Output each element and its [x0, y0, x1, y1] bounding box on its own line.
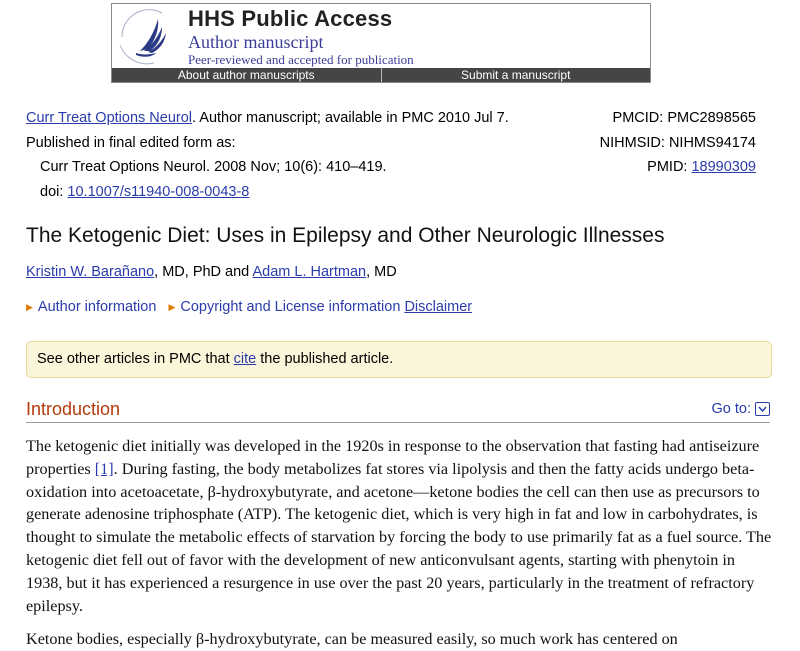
- published-label: Published in final edited form as:: [26, 134, 236, 151]
- chevron-down-icon[interactable]: [755, 402, 770, 416]
- section-title: Introduction: [26, 399, 121, 419]
- banner-subtitle: Author manuscript: [188, 32, 324, 52]
- banner-header: [112, 4, 650, 68]
- paragraph-text: . During fasting, the body metabolizes fat stores via lipolysis and then the fatty acids undergo beta-oxidation into acetoacetate, β-hydroxybutyrate, and acetone—ketone bodies the cell can then use as precursors to generate adenosine triphosphate (ATP). The ketogenic diet, which is very high in fat and low in carbohydrates, is thought to simulate the metabolic effects of starvation by forcing the body to use primarily fat as a fuel source. The ketogenic diet fell out of favor with the development of new anticonvulsant agents, starting with phenytoin in 1938, but it has experienced a resurgence in use over the past 20 years, particularly in the treatment of refractory epilepsy.: [26, 459, 772, 615]
- citation-block: [26, 106, 760, 204]
- pmid-link[interactable]: 18990309: [691, 159, 756, 175]
- copyright-license-toggle[interactable]: Copyright and License information: [180, 299, 401, 315]
- availability-text: . Author manuscript; available in PMC 2010 Jul 7.: [192, 110, 509, 126]
- banner-title: HHS Public Access: [188, 6, 393, 31]
- banner-link-bar: [112, 68, 650, 82]
- citation-ids: [600, 106, 756, 180]
- banner-tagline: Peer-reviewed and accepted for publication: [188, 52, 414, 67]
- submit-manuscript-link[interactable]: Submit a manuscript: [381, 68, 651, 82]
- intro-paragraph-2: Ketone bodies, especially β-hydroxybutyrate, can be measured easily, so much work has centered on: [26, 630, 678, 648]
- disclaimer-link[interactable]: Disclaimer: [404, 299, 473, 315]
- author2-credentials: , MD: [366, 264, 397, 280]
- pmcid: PMCID: PMC2898565: [612, 110, 756, 126]
- author-list: [26, 264, 397, 280]
- doi-label: doi:: [40, 183, 68, 200]
- notice-suffix: the published article.: [256, 351, 394, 367]
- article-title: The Ketogenic Diet: Uses in Epilepsy and Other Neurologic Illnesses: [26, 224, 665, 247]
- author-link-hartman[interactable]: Adam L. Hartman: [252, 264, 367, 280]
- goto-label[interactable]: Go to:: [711, 401, 751, 417]
- cite-link[interactable]: cite: [233, 351, 257, 367]
- paragraph-text: The ketogenic diet initially was developed in the 1920s in response to the observation that fasting had antiseizure properties: [26, 437, 760, 478]
- author-information-toggle[interactable]: Author information: [37, 299, 157, 315]
- goto-menu[interactable]: [712, 401, 771, 417]
- source-citation: Curr Treat Options Neurol. 2008 Nov; 10(6): 410–419.: [40, 159, 387, 175]
- cited-by-notice: [26, 341, 772, 378]
- doi-link[interactable]: 10.1007/s11940-008-0043-8: [67, 183, 250, 200]
- about-author-manuscripts-link[interactable]: About author manuscripts: [177, 68, 315, 82]
- author1-credentials: , MD, PhD and: [154, 264, 253, 280]
- hhs-public-access-banner: [111, 3, 651, 83]
- introduction-section-header: [26, 397, 770, 423]
- pmid-label: PMID:: [647, 159, 692, 175]
- reference-link-1[interactable]: [1]: [94, 459, 114, 478]
- nihmsid: NIHMSID: NIHMS94174: [599, 134, 756, 151]
- expand-triangle-icon: ▶: [168, 302, 176, 312]
- author-link-baranano[interactable]: Kristin W. Barañano: [26, 264, 155, 280]
- expand-triangle-icon: ▶: [26, 302, 33, 312]
- notice-prefix: See other articles in PMC that: [37, 351, 234, 367]
- article-info-links: [26, 299, 472, 315]
- intro-paragraph-1: [26, 435, 774, 617]
- journal-link[interactable]: Curr Treat Options Neurol: [26, 110, 193, 126]
- hhs-eagle-logo-icon: [118, 7, 180, 65]
